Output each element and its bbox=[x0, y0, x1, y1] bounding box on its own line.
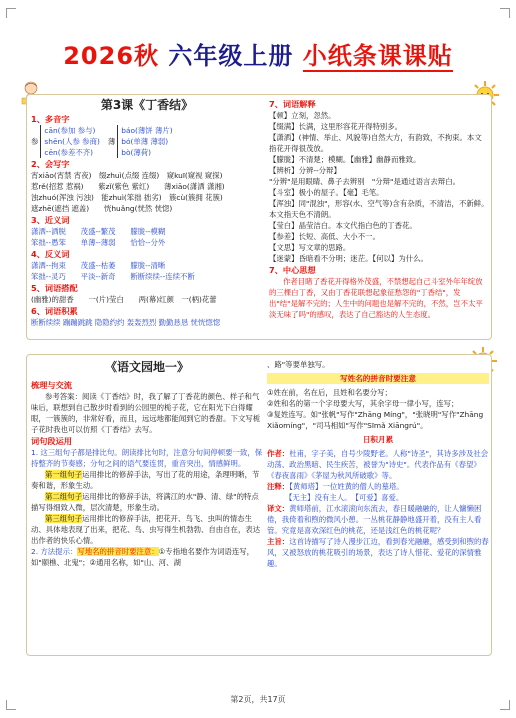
section-heading: 5、词语搭配 bbox=[31, 283, 78, 293]
note-text: 【黄师塔】一位姓黄的僧人的墓塔。 bbox=[289, 482, 404, 491]
garden-card bbox=[26, 354, 492, 656]
write-row: 惹rě(招惹 惹祸) 紫zǐ(紫色 紫红) 薄xiāo(潇洒 潇湘) bbox=[31, 182, 225, 191]
theme-label: 主旨： bbox=[267, 537, 290, 546]
note-text: 【无主】没有主人。 【可爱】喜爱。 bbox=[285, 493, 404, 502]
translation-text: 黄师塔前，江水滚滚向东流去，春日暖融融的，让人慵懒困倦，我倚着和煦的微风小憩。一丛桃花静静地盛开着，没有主人看管。究竟是喜欢深红色的桃花，还是浅红色的桃花呢？ bbox=[267, 504, 482, 535]
central-idea: 作者目睹了香花开得格外茂盛，不禁想起自己斗室外年年绽放的三棵白丁香，又由丁香花联想起象征愁怨的"丁香结"，发出"结"是解不完的；人生中的问题也是解不完的，不然，岂不太平淡无味了吗"的感叹，表达了自己豁达的人生态度。 bbox=[269, 277, 483, 319]
note-label: 注释： bbox=[267, 482, 290, 491]
pinyin-rule-heading: 写姓名的拼音时要注意 bbox=[267, 373, 489, 384]
definition: 【朦胧】不清楚；模糊。【幽雅】幽静而雅致。 bbox=[269, 155, 421, 164]
definition: 【顿】立刻，忽然。 bbox=[269, 111, 336, 120]
lesson-right-column bbox=[269, 95, 489, 339]
group-label: 第三组句子 bbox=[45, 514, 82, 523]
section-heading: 3、近义词 bbox=[31, 215, 70, 225]
synonym-row: 笨拙--愚笨 单薄--薄弱 恰恰--分外 bbox=[31, 238, 166, 247]
definition: 【辨析】分辨--分辩】 bbox=[269, 166, 341, 175]
continued-text: 、路"等要单独写。 bbox=[267, 360, 330, 369]
page-number: 第2页，共17页 bbox=[230, 695, 286, 704]
polyphone-char: 薄 bbox=[107, 137, 116, 146]
definition: 【斗室】极小的屋子。【毫】毛笔。 bbox=[269, 188, 384, 197]
definition: 【参差】长短、高低、大小不一。 bbox=[269, 232, 380, 241]
title-part-year: 2026秋 bbox=[63, 42, 160, 70]
exercise-note: 1. 这三组句子都是排比句。朗读排比句时，注意分句间停顿要一致，保持整齐的节奏感；分句之间的语气要连贯，重音突出，情感鲜明。 bbox=[31, 448, 263, 468]
garden-right-column bbox=[267, 355, 489, 655]
polyphone-reading: cēn(参差不齐) bbox=[44, 148, 94, 157]
section-heading: 7、词语解释 bbox=[269, 99, 316, 109]
antonym-row: 笨拙--灵巧 平淡--新奇 断断续续--连续不断 bbox=[31, 272, 195, 281]
section-heading: 梳理与交流 bbox=[31, 380, 72, 390]
crop-mark-top-left bbox=[6, 8, 16, 18]
definition: 【缀满】长满，这里形容花开得特别多。 bbox=[269, 122, 403, 131]
section-heading: 2、会写字 bbox=[31, 159, 70, 169]
group-text: 运用排比的修辞手法，把花开、鸟飞、虫叫的情态生动、具体地表现了出来，把花、鸟、虫写得生机勃勃、自由自在，表达出作者的快乐心情。 bbox=[31, 514, 261, 545]
polyphone-reading: báo(薄饼 薄片) bbox=[121, 126, 173, 135]
polyphone-reading: bò(薄荷) bbox=[121, 148, 152, 157]
section-heading: 7、中心思想 bbox=[269, 265, 316, 275]
group-label: 第一组句子 bbox=[45, 470, 82, 479]
polyphone-reading: shēn(人参 参商) bbox=[44, 137, 100, 146]
polyphone-group bbox=[31, 125, 263, 158]
group-text: 运用排比的修辞手法，将满江的水"静、清、绿"的特点描写得细致入微，层次清楚，形象生动。 bbox=[31, 492, 259, 512]
garden-title: 《语文园地一》 bbox=[104, 360, 189, 374]
method-tip-label: 2. 方法提示： bbox=[31, 547, 78, 556]
definition: 【潇洒】(神情、举止、风貌等)自然大方，有韵致，不拘束。本文指花开得很茂放。 bbox=[269, 133, 482, 153]
method-tip-text: ①专指地名要作为词语连写，如"颐樵、北鬼"；②通用名称，如"山、河、湖 bbox=[31, 547, 254, 567]
title-part-series: 小纸条课课贴 bbox=[302, 42, 453, 70]
pinyin-rule: ①姓在前，名在后，且姓和名要分写； bbox=[267, 388, 392, 397]
idiom-row: 断断续续 蹦蹦跳跳 隐隐约约 轰轰烈烈 勤勤恳恳 恍恍惚惚 bbox=[31, 318, 221, 327]
polyphone-reading: cān(参加 参与) bbox=[44, 126, 96, 135]
section-heading: 4、反义词 bbox=[31, 249, 70, 259]
lesson-title: 第3课《丁香结》 bbox=[100, 98, 194, 112]
group-text: 运用排比的修辞手法，写出了花的用途，条理明晰，节奏和谐，形象生动。 bbox=[31, 470, 260, 490]
lesson-left-column bbox=[31, 95, 263, 339]
definition: 【迷蒙】昏暗看不分明；迷茫。【何以】为什么。 bbox=[269, 254, 428, 263]
definition: 【浑浊】同"混浊"，形容(水、空气等)含有杂质，不清洁，不新鲜。本文指天色不清朗。 bbox=[269, 199, 489, 219]
page-title bbox=[0, 36, 516, 71]
lesson-card bbox=[26, 94, 492, 340]
definition: "分辨"是用眼睛、鼻子去辨别 "分辩"是通过语言去辩白。 bbox=[269, 177, 460, 186]
write-row: 遮zhē(遮挡 遮盖) 恍huǎng(恍然 恍惚) bbox=[31, 204, 173, 213]
section-heading: 1、多音字 bbox=[31, 114, 70, 124]
answer-paragraph: 参考答案：阅读《丁香结》时，我了解了丁香花的颜色、样子和气味后，联想到自己散步时看到的公园里的栀子花，它在阳光下白得耀眼，一簇簇的，非常好看，而且，远远地都能闻到它的香甜。下文写栀子花时我也可以仿照《丁香结》去写。 bbox=[31, 392, 261, 434]
theme-text: 这首诗描写了诗人漫步江边，看到春光融融，感受到和煦的春风，又被怒放的桃花吸引的场景，表达了诗人惜花、爱花的深情雅趣。 bbox=[267, 537, 489, 568]
definition: 【文思】写文章的思路。 bbox=[269, 243, 351, 252]
synonym-row: 潇洒--洒脱 茂盛--繁茂 朦胧--模糊 bbox=[31, 227, 166, 236]
definition: 【莹白】晶莹洁白。本文代指白色的丁香花。 bbox=[269, 221, 417, 230]
polyphone-char: 参 bbox=[31, 137, 39, 146]
author-label: 作者： bbox=[267, 449, 290, 458]
method-tip-highlight: 写地名的拼音时要注意： bbox=[77, 547, 159, 556]
daily-accumulation-heading: 日积月累 bbox=[362, 435, 394, 444]
translation-label: 译文： bbox=[267, 504, 290, 513]
antonym-row: 潇洒--拘束 茂盛--枯萎 朦胧--清晰 bbox=[31, 261, 166, 270]
pinyin-rule: ③复姓连写。如"张帆"写作"Zhāng Míng"，"张晓明"写作"Zhāng Xiǎomíng"，"司马相如"写作"Sīmǎ Xiāngrú"。 bbox=[267, 410, 484, 430]
group-label: 第二组句子 bbox=[45, 492, 82, 501]
section-heading: 6、词语积累 bbox=[31, 306, 78, 316]
write-row: 宵xiāo(宵禁 宵夜) 缀zhuì(点缀 连缀) 窥kuī(窥视 窥探) bbox=[31, 171, 223, 180]
garden-left-column bbox=[31, 355, 263, 655]
polyphone-reading: bó(单薄 薄弱) bbox=[121, 137, 169, 146]
pinyin-rule: ②姓和名的第一个字母要大写，其余字母一律小写，连写； bbox=[267, 399, 459, 408]
collocation-row: (幽雅)的甜香 一(片)莹白 两(幕)红颜 一(柄)花蕾 bbox=[31, 295, 217, 304]
write-row: 浊zhuó(浑浊 污浊) 能zhuì(笨拙 拙劣) 簇cù(簇拥 花簇) bbox=[31, 193, 223, 202]
author-text: 杜甫，字子美，自号少陵野老。人称"诗圣"，其诗多涉及社会动荡、政治黑暗、民生疾苦，被誉为"诗史"。代表作品有《春望》《春夜喜雨》《茅屋为秋风所破歌》等。 bbox=[267, 449, 489, 480]
crop-mark-top-right bbox=[500, 8, 510, 18]
section-heading: 词句段运用 bbox=[31, 436, 72, 446]
title-part-grade: 六年级上册 bbox=[168, 42, 294, 70]
